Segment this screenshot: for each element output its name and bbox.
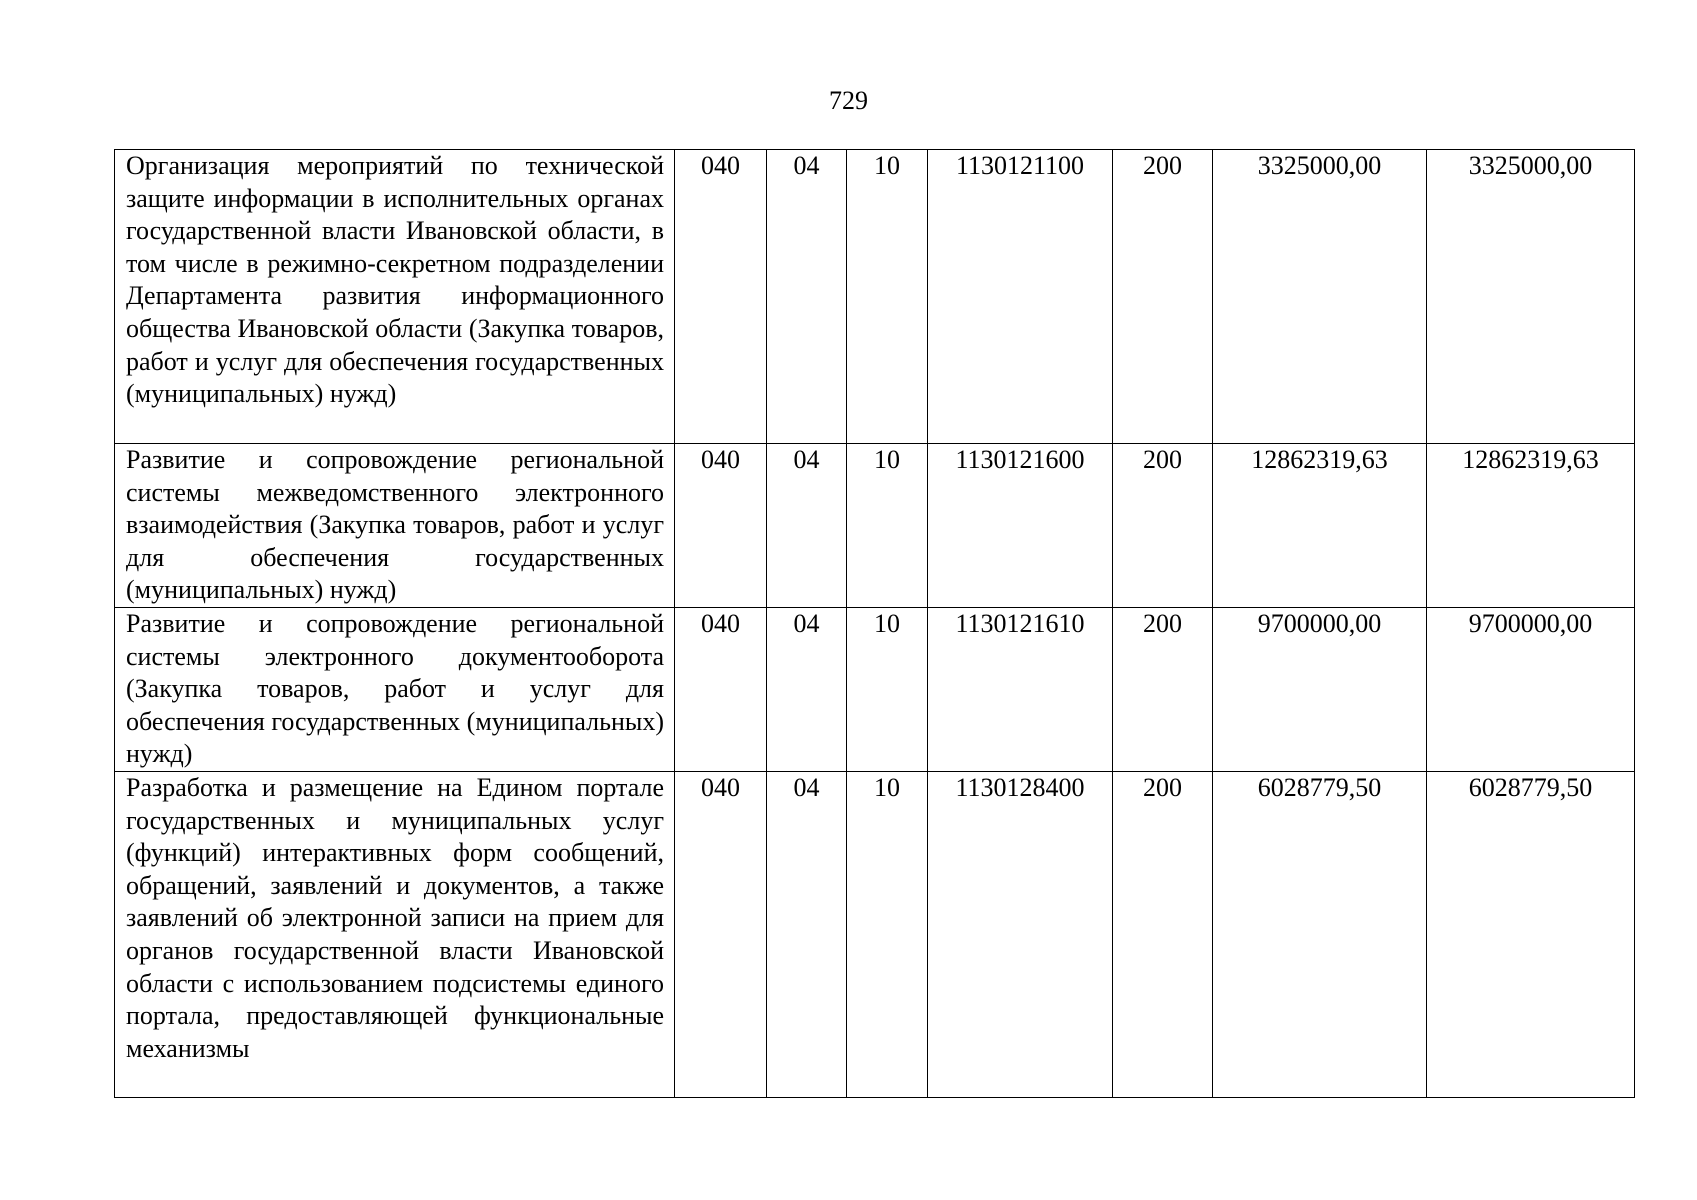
budget-table [114,149,1635,1098]
amount-2: 12862319,63 [1427,444,1635,608]
amount-2: 9700000,00 [1427,607,1635,771]
ministry-code: 040 [675,771,767,1097]
row-description: Развитие и сопровождение региональной системы электронного документооборота (Закупка товаров, работ и услуг для обеспечения государственных (муниципальных) нужд) [115,607,675,771]
table-row [115,444,1635,608]
table-row [115,607,1635,771]
expense-type-code: 200 [1113,771,1213,1097]
section-code: 04 [767,607,847,771]
expense-type-code: 200 [1113,607,1213,771]
amount-1: 3325000,00 [1213,150,1427,444]
section-code: 04 [767,150,847,444]
subsection-code: 10 [847,150,928,444]
target-article-code: 1130121600 [928,444,1113,608]
section-code: 04 [767,771,847,1097]
expense-type-code: 200 [1113,150,1213,444]
table-row [115,771,1635,1097]
section-code: 04 [767,444,847,608]
row-description: Организация мероприятий по технической защите информации в исполнительных органах государственной власти Ивановской области, в том числе в режимно-секретном подразделении Департамента развития информационного общества Ивановской области (Закупка товаров, работ и услуг для обеспечения государственных (муниципальных) нужд) [115,150,675,444]
amount-2: 3325000,00 [1427,150,1635,444]
subsection-code: 10 [847,444,928,608]
amount-1: 12862319,63 [1213,444,1427,608]
ministry-code: 040 [675,607,767,771]
ministry-code: 040 [675,444,767,608]
ministry-code: 040 [675,150,767,444]
table-row [115,150,1635,444]
amount-1: 9700000,00 [1213,607,1427,771]
subsection-code: 10 [847,771,928,1097]
amount-2: 6028779,50 [1427,771,1635,1097]
target-article-code: 1130121610 [928,607,1113,771]
subsection-code: 10 [847,607,928,771]
expense-type-code: 200 [1113,444,1213,608]
target-article-code: 1130128400 [928,771,1113,1097]
amount-1: 6028779,50 [1213,771,1427,1097]
row-description: Развитие и сопровождение региональной системы межведомственного электронного взаимодействия (Закупка товаров, работ и услуг для обеспечения государственных (муниципальных) нужд) [115,444,675,608]
page-number: 729 [829,86,868,115]
row-description: Разработка и размещение на Едином портале государственных и муниципальных услуг (функций) интерактивных форм сообщений, обращений, заявлений и документов, а также заявлений об электронной записи на прием для органов государственной власти Ивановской области с использованием подсистемы единого портала, предоставляющей функциональные механизмы [115,771,675,1097]
target-article-code: 1130121100 [928,150,1113,444]
